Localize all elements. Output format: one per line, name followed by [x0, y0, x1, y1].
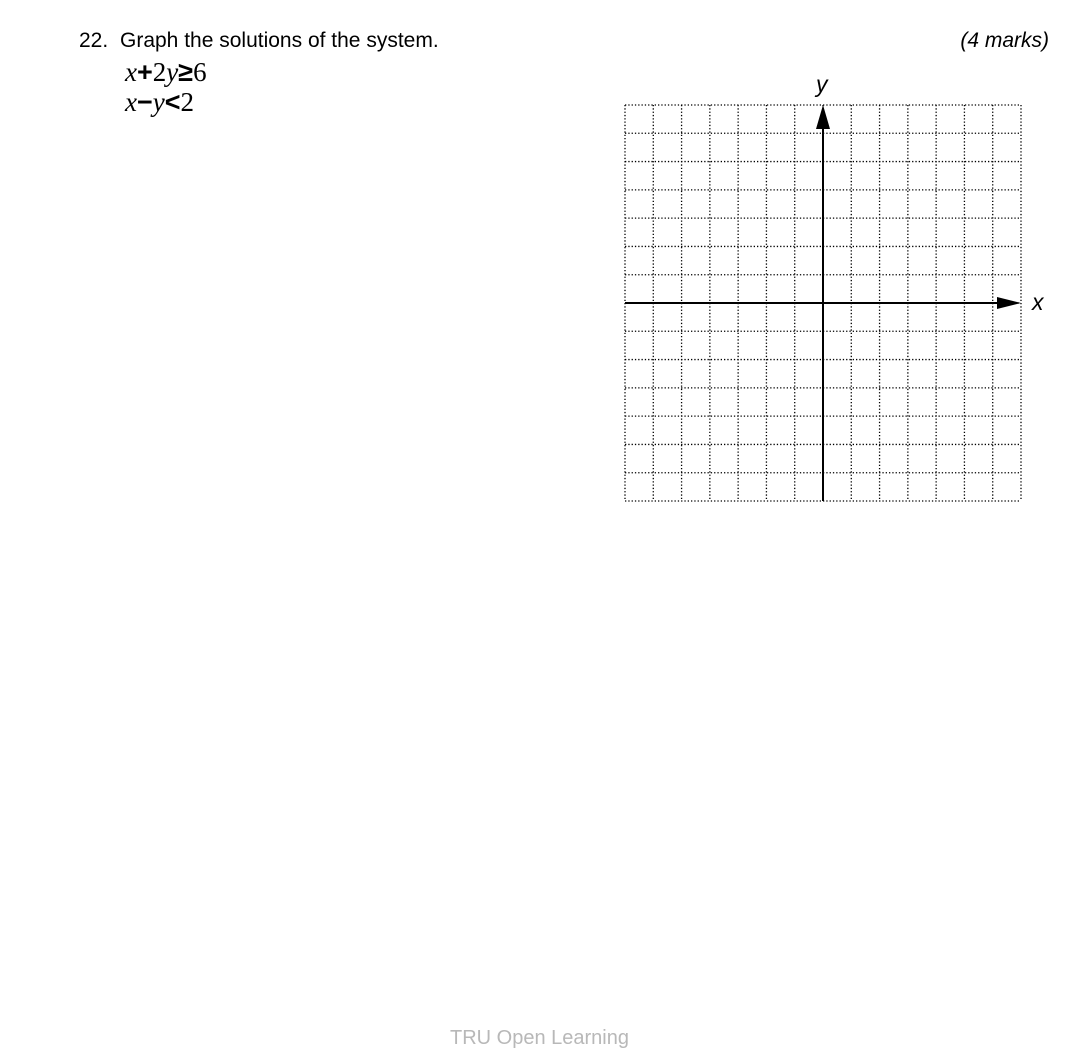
coordinate-plane	[600, 65, 1060, 525]
inequality-1-rhs: 6	[193, 57, 207, 87]
x-axis-arrow-icon	[997, 297, 1021, 309]
question-number: 22.	[79, 29, 109, 52]
x-axis-label: x	[1032, 289, 1044, 315]
inequality-2-right-var: y	[152, 87, 165, 117]
inequality-1-relation: ≥	[178, 57, 194, 87]
y-axis-label: y	[816, 71, 828, 97]
inequality-1-coef: 2	[152, 57, 167, 87]
inequality-1-right-var: y	[166, 57, 179, 87]
inequality-1	[125, 59, 207, 86]
axes	[625, 105, 1021, 501]
inequality-2-relation: <	[164, 87, 181, 117]
coordinate-grid	[600, 65, 1060, 525]
inequality-2-rhs: 2	[180, 87, 195, 117]
inequality-2-left-var: x	[125, 87, 137, 117]
y-axis-arrow-icon	[816, 105, 830, 129]
inequality-2	[125, 89, 194, 116]
question-text: Graph the solutions of the system.	[120, 29, 439, 52]
marks-label: (4 marks)	[960, 29, 1049, 52]
inequality-2-op: −	[136, 87, 153, 117]
inequality-1-left-var: x	[125, 57, 137, 87]
inequality-1-op: +	[136, 57, 153, 87]
footer-text: TRU Open Learning	[450, 1027, 629, 1049]
